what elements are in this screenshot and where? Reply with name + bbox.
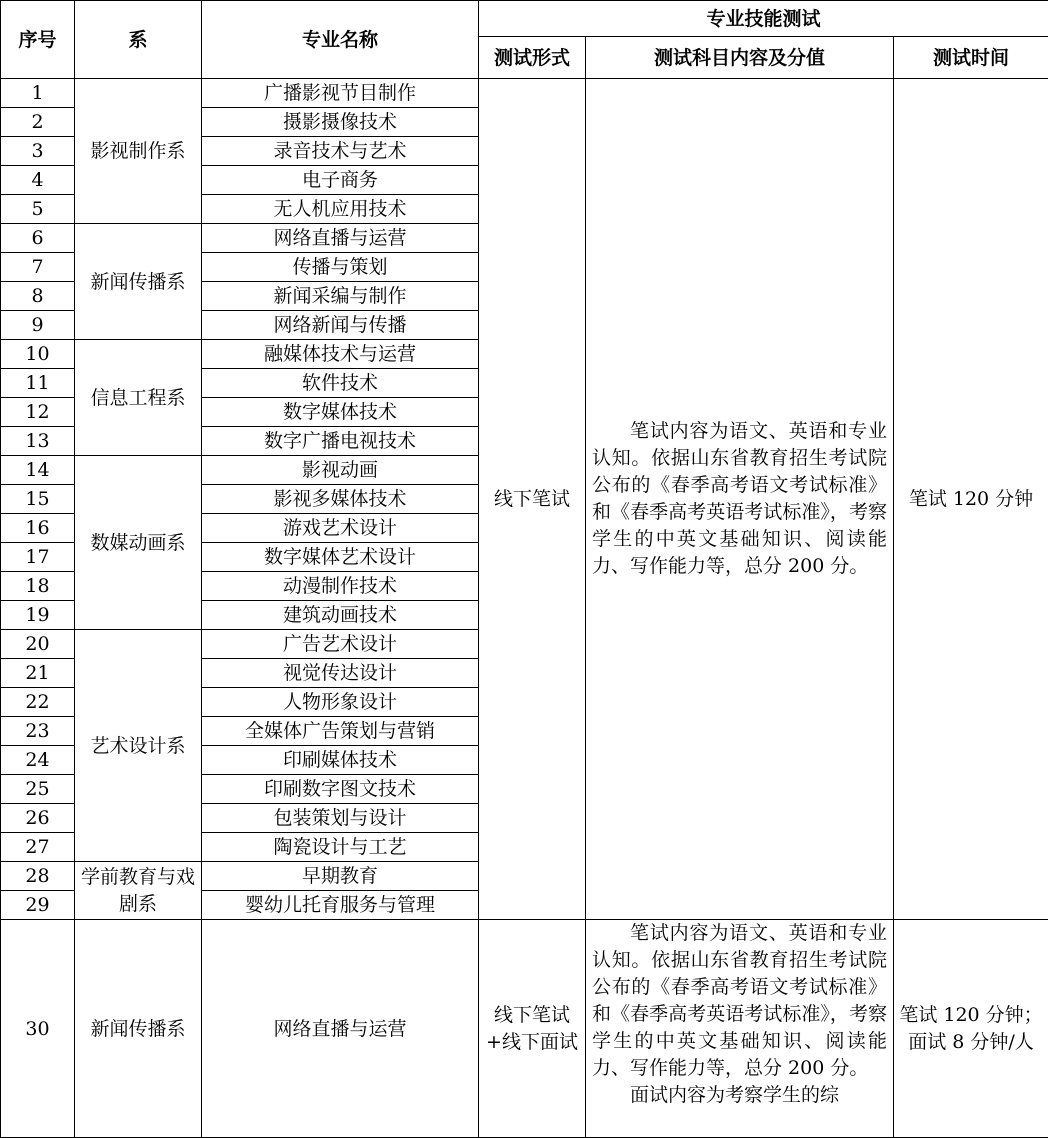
row-no: 13 xyxy=(1,427,75,456)
major-name: 融媒体技术与运营 xyxy=(202,340,479,369)
major-name: 婴幼儿托育服务与管理 xyxy=(202,891,479,920)
department-cell: 数媒动画系 xyxy=(75,456,202,630)
major-name: 影视多媒体技术 xyxy=(202,485,479,514)
test-form-cell: 线下笔试+线下面试 xyxy=(479,920,586,1138)
row-no: 3 xyxy=(1,137,75,166)
major-name: 动漫制作技术 xyxy=(202,572,479,601)
major-name: 印刷媒体技术 xyxy=(202,746,479,775)
row-no: 27 xyxy=(1,833,75,862)
test-content-interview: 面试内容为考察学生的综 xyxy=(592,1082,887,1109)
major-name: 广告艺术设计 xyxy=(202,630,479,659)
row-no: 29 xyxy=(1,891,75,920)
major-name: 录音技术与艺术 xyxy=(202,137,479,166)
major-name: 全媒体广告策划与营销 xyxy=(202,717,479,746)
test-content-cell: 笔试内容为语文、英语和专业认知。依据山东省教育招生考试院公布的《春季高考语文考试标准》和《春季高考英语考试标准》，考察学生的中英文基础知识、阅读能力、写作能力等，总分 200 分。 xyxy=(586,79,894,920)
department-cell: 艺术设计系 xyxy=(75,630,202,862)
row-no: 14 xyxy=(1,456,75,485)
major-name: 软件技术 xyxy=(202,369,479,398)
major-name: 新闻采编与制作 xyxy=(202,282,479,311)
header-test-form: 测试形式 xyxy=(479,37,586,79)
major-name: 影视动画 xyxy=(202,456,479,485)
department-cell: 学前教育与戏剧系 xyxy=(75,862,202,920)
row-no: 7 xyxy=(1,253,75,282)
major-name: 无人机应用技术 xyxy=(202,195,479,224)
row-no: 11 xyxy=(1,369,75,398)
test-form-cell: 线下笔试 xyxy=(479,79,586,920)
major-name: 包装策划与设计 xyxy=(202,804,479,833)
major-name: 摄影摄像技术 xyxy=(202,108,479,137)
row-no: 24 xyxy=(1,746,75,775)
header-skill-test: 专业技能测试 xyxy=(479,1,1048,37)
row-no: 5 xyxy=(1,195,75,224)
row-no: 6 xyxy=(1,224,75,253)
major-name: 数字广播电视技术 xyxy=(202,427,479,456)
major-name: 早期教育 xyxy=(202,862,479,891)
row-no: 2 xyxy=(1,108,75,137)
row-no: 10 xyxy=(1,340,75,369)
major-name: 数字媒体技术 xyxy=(202,398,479,427)
row-no: 15 xyxy=(1,485,75,514)
row-no: 18 xyxy=(1,572,75,601)
department-cell: 信息工程系 xyxy=(75,340,202,456)
row-no: 20 xyxy=(1,630,75,659)
row-no: 12 xyxy=(1,398,75,427)
major-name: 建筑动画技术 xyxy=(202,601,479,630)
major-name: 传播与策划 xyxy=(202,253,479,282)
major-name: 陶瓷设计与工艺 xyxy=(202,833,479,862)
department-cell: 影视制作系 xyxy=(75,79,202,224)
row-no: 16 xyxy=(1,514,75,543)
major-name: 电子商务 xyxy=(202,166,479,195)
major-name: 视觉传达设计 xyxy=(202,659,479,688)
major-name: 游戏艺术设计 xyxy=(202,514,479,543)
row-no: 9 xyxy=(1,311,75,340)
row-no: 17 xyxy=(1,543,75,572)
test-time-cell: 笔试 120 分钟；面试 8 分钟/人 xyxy=(894,920,1048,1138)
major-name: 印刷数字图文技术 xyxy=(202,775,479,804)
major-name: 网络直播与运营 xyxy=(202,224,479,253)
row-no: 28 xyxy=(1,862,75,891)
header-seq: 序号 xyxy=(1,1,75,79)
major-name: 网络新闻与传播 xyxy=(202,311,479,340)
row-no: 1 xyxy=(1,79,75,108)
row-no: 25 xyxy=(1,775,75,804)
header-major: 专业名称 xyxy=(202,1,479,79)
test-content-written: 笔试内容为语文、英语和专业认知。依据山东省教育招生考试院公布的《春季高考语文考试标准》和《春季高考英语考试标准》，考察学生的中英文基础知识、阅读能力、写作能力等，总分 200 分。 xyxy=(592,920,887,1082)
major-name: 网络直播与运营 xyxy=(202,920,479,1138)
row-no: 23 xyxy=(1,717,75,746)
row-no: 26 xyxy=(1,804,75,833)
header-dept: 系 xyxy=(75,1,202,79)
header-test-time: 测试时间 xyxy=(894,37,1048,79)
row-no: 30 xyxy=(1,920,75,1138)
row-no: 19 xyxy=(1,601,75,630)
header-test-content: 测试科目内容及分值 xyxy=(586,37,894,79)
major-name: 广播影视节目制作 xyxy=(202,79,479,108)
row-no: 8 xyxy=(1,282,75,311)
department-cell: 新闻传播系 xyxy=(75,920,202,1138)
department-cell: 新闻传播系 xyxy=(75,224,202,340)
row-no: 21 xyxy=(1,659,75,688)
test-time-cell: 笔试 120 分钟 xyxy=(894,79,1048,920)
row-no: 22 xyxy=(1,688,75,717)
major-name: 人物形象设计 xyxy=(202,688,479,717)
major-name: 数字媒体艺术设计 xyxy=(202,543,479,572)
row-no: 4 xyxy=(1,166,75,195)
